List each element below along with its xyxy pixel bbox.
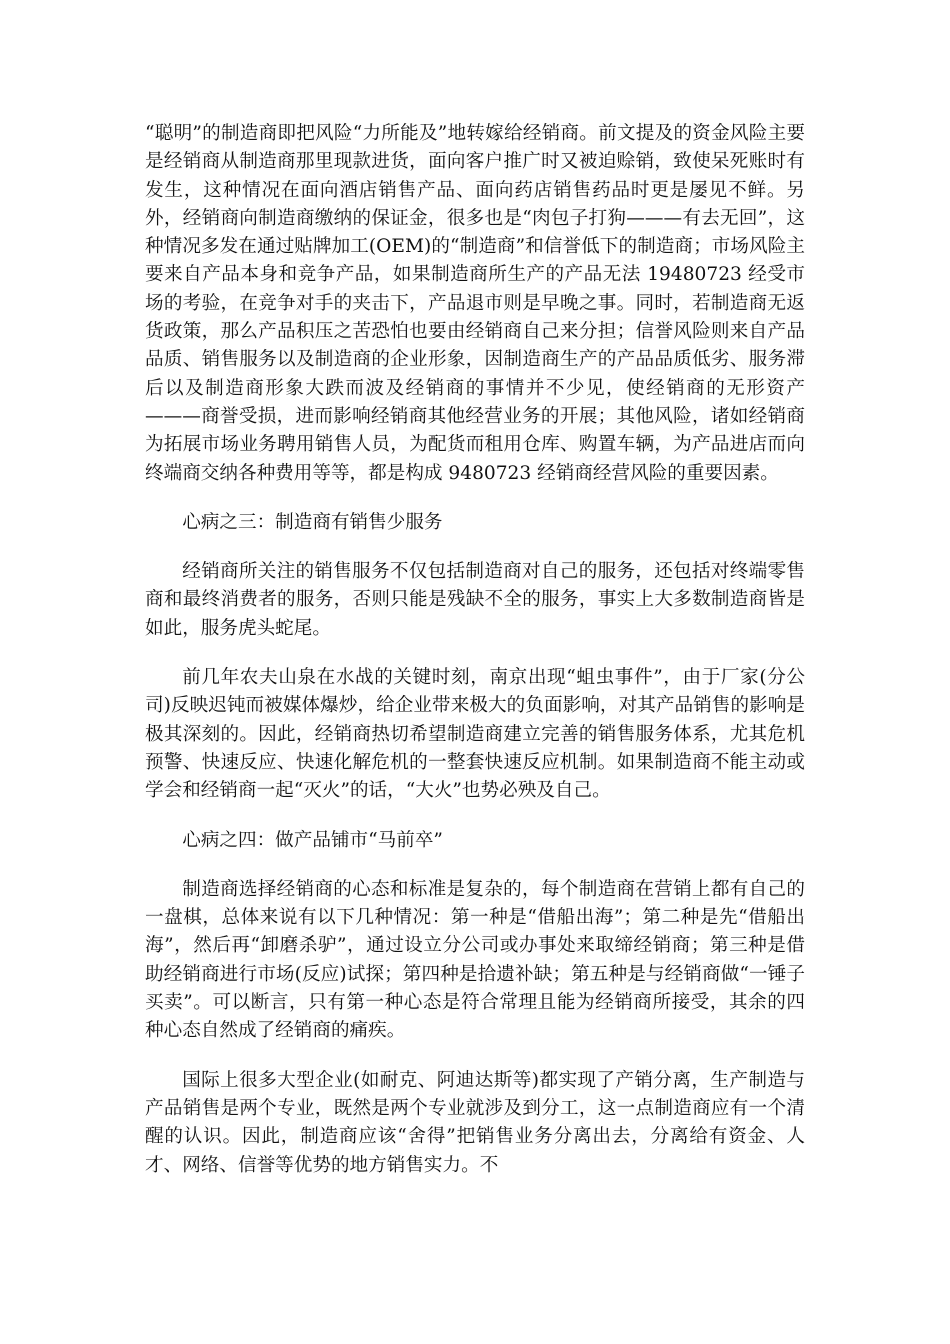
paragraph-gap	[145, 488, 805, 509]
paragraph-production-sales-separation: 国际上很多大型企业(如耐克、阿迪达斯等)都实现了产销分离，生产制造与产品销售是两个专业，既然是两个专业就涉及到分工，这一点制造商应有一个清醒的认识。因此，制造商应该“舍得”把销售业务分离出去，分离给有资金、人才、网络、信誉等优势的地方销售实力。不	[145, 1069, 805, 1176]
paragraph-sales-service: 经销商所关注的销售服务不仅包括制造商对自己的服务，还包括对终端零售商和最终消费者的服务，否则只能是残缺不全的服务，事实上大多数制造商皆是如此，服务虎头蛇尾。	[145, 561, 805, 639]
paragraph-gap	[145, 1046, 805, 1067]
paragraph-risk-transfer: “聪明”的制造商即把风险“力所能及”地转嫁给经销商。前文提及的资金风险主要是经销商从制造商那里现款进货，面向客户推广时又被迫赊销，致使呆死账时有发生，这种情况在面向酒店销售产品、面向药店销售药品时更是屡见不鲜。另外，经销商向制造商缴纳的保证金，很多也是“肉包子打狗———有去无回”，这种情况多发在通过贴牌加工(OEM)的“制造商”和信誉低下的制造商；市场风险主要来自产品本身和竞争产品，如果制造商所生产的产品无法 19480723 经受市场的考验，在竞争对手的夹击下，产品退市则是早晚之事。同时，若制造商无返货政策，那么产品积压之苦恐怕也要由经销商自己来分担；信誉风险则来自产品品质、销售服务以及制造商的企业形象，因制造商生产的产品品质低劣、服务滞后以及制造商形象大跌而波及经销商的事情并不少见，使经销商的无形资产———商誉受损，进而影响经销商其他经营业务的开展；其他风险，诸如经销商为拓展市场业务聘用销售人员，为配货而租用仓库、购置车辆，为产品进店而向终端商交纳各种费用等等，都是构成 9480723 经销商经营风险的重要因素。	[145, 123, 805, 484]
section-heading-ailment-four: 心病之四：做产品铺市“马前卒”	[182, 829, 443, 851]
paragraph-crisis-example: 前几年农夫山泉在水战的关键时刻，南京出现“蛆虫事件”，由于厂家(分公司)反映迟钝而被媒体爆炒，给企业带来极大的负面影响，对其产品销售的影响是极其深刻的。因此，经销商热切希望制造商建立完善的销售服务体系，尤其危机预警、快速反应、快速化解危机的一整套快速反应机制。如果制造商不能主动或学会和经销商一起“灭火”的话，“大火”也势必殃及自己。	[145, 667, 805, 802]
paragraph-manufacturer-mindsets: 制造商选择经销商的心态和标准是复杂的，每个制造商在营销上都有自己的一盘棋，总体来说有以下几种情况：第一种是“借船出海”；第二种是先“借船出海”，然后再“卸磨杀驴”，通过设立分公司或办事处来取缔经销商；第三种是借助经销商进行市场(反应)试探；第四种是拾遗补缺；第五种是与经销商做“一锤子买卖”。可以断言，只有第一种心态是符合常理且能为经销商所接受，其余的四种心态自然成了经销商的痛疾。	[145, 878, 805, 1042]
document-body	[145, 120, 805, 1180]
section-heading-ailment-three: 心病之三：制造商有销售少服务	[182, 511, 443, 533]
paragraph-gap	[145, 643, 805, 664]
paragraph-gap	[145, 537, 805, 558]
paragraph-gap	[145, 806, 805, 827]
paragraph-gap	[145, 855, 805, 876]
